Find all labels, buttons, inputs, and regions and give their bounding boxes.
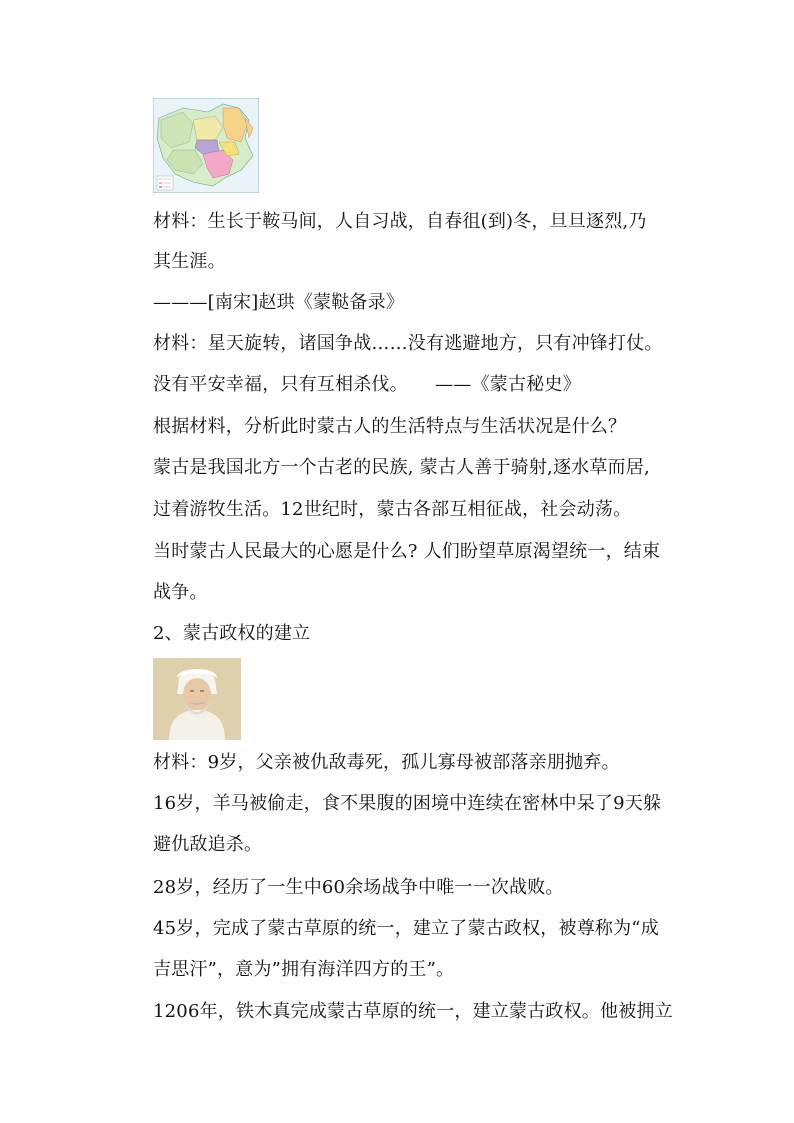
text-line: 过着游牧生活。12世纪时，蒙古各部互相征战，社会动荡。 [153, 499, 632, 520]
text-line: 16岁，羊马被偷走，食不果腹的困境中连续在密林中呆了9天躲 [153, 793, 662, 814]
map-image [153, 98, 259, 193]
section-heading: 2、蒙古政权的建立 [153, 623, 311, 644]
text-line: 蒙古是我国北方一个古老的民族, 蒙古人善于骑射,逐水草而居, [153, 457, 650, 478]
text-line: 材料：星天旋转，诸国争战……没有逃避地方，只有冲锋打仗。 [153, 333, 663, 354]
text-line: 吉思汗”，意为”拥有海洋四方的王”。 [153, 959, 455, 980]
text-line: 避仇敌追杀。 [153, 834, 263, 855]
text-line: 其生涯。 [153, 251, 226, 272]
question-line: 当时蒙古人民最大的心愿是什么? 人们盼望草原渴望统一，结束 [153, 541, 661, 562]
text-line: 材料：9岁，父亲被仇敌毒死，孤儿寡母被部落亲朋抛弃。 [153, 752, 620, 773]
question-line: 根据材料，分析此时蒙古人的生活特点与生活状况是什么？ [153, 416, 627, 437]
source-citation: ———[南宋]赵珙《蒙鞑备录》 [153, 292, 405, 313]
text-line: 材料：生长于鞍马间，人自习战，自春徂(到)冬，旦旦逐烈,乃 [153, 211, 647, 232]
text-line: 没有平安幸福，只有互相杀伐。 ——《蒙古秘史》 [153, 374, 581, 395]
text-line: 28岁，经历了一生中60余场战争中唯一一次战败。 [153, 877, 564, 898]
portrait-image [153, 658, 241, 740]
text-line: 1206年，铁木真完成蒙古草原的统一，建立蒙古政权。他被拥立 [153, 1001, 673, 1022]
text-line: 战争。 [153, 582, 208, 603]
text-line: 45岁，完成了蒙古草原的统一，建立了蒙古政权，被尊称为“成 [153, 918, 659, 939]
